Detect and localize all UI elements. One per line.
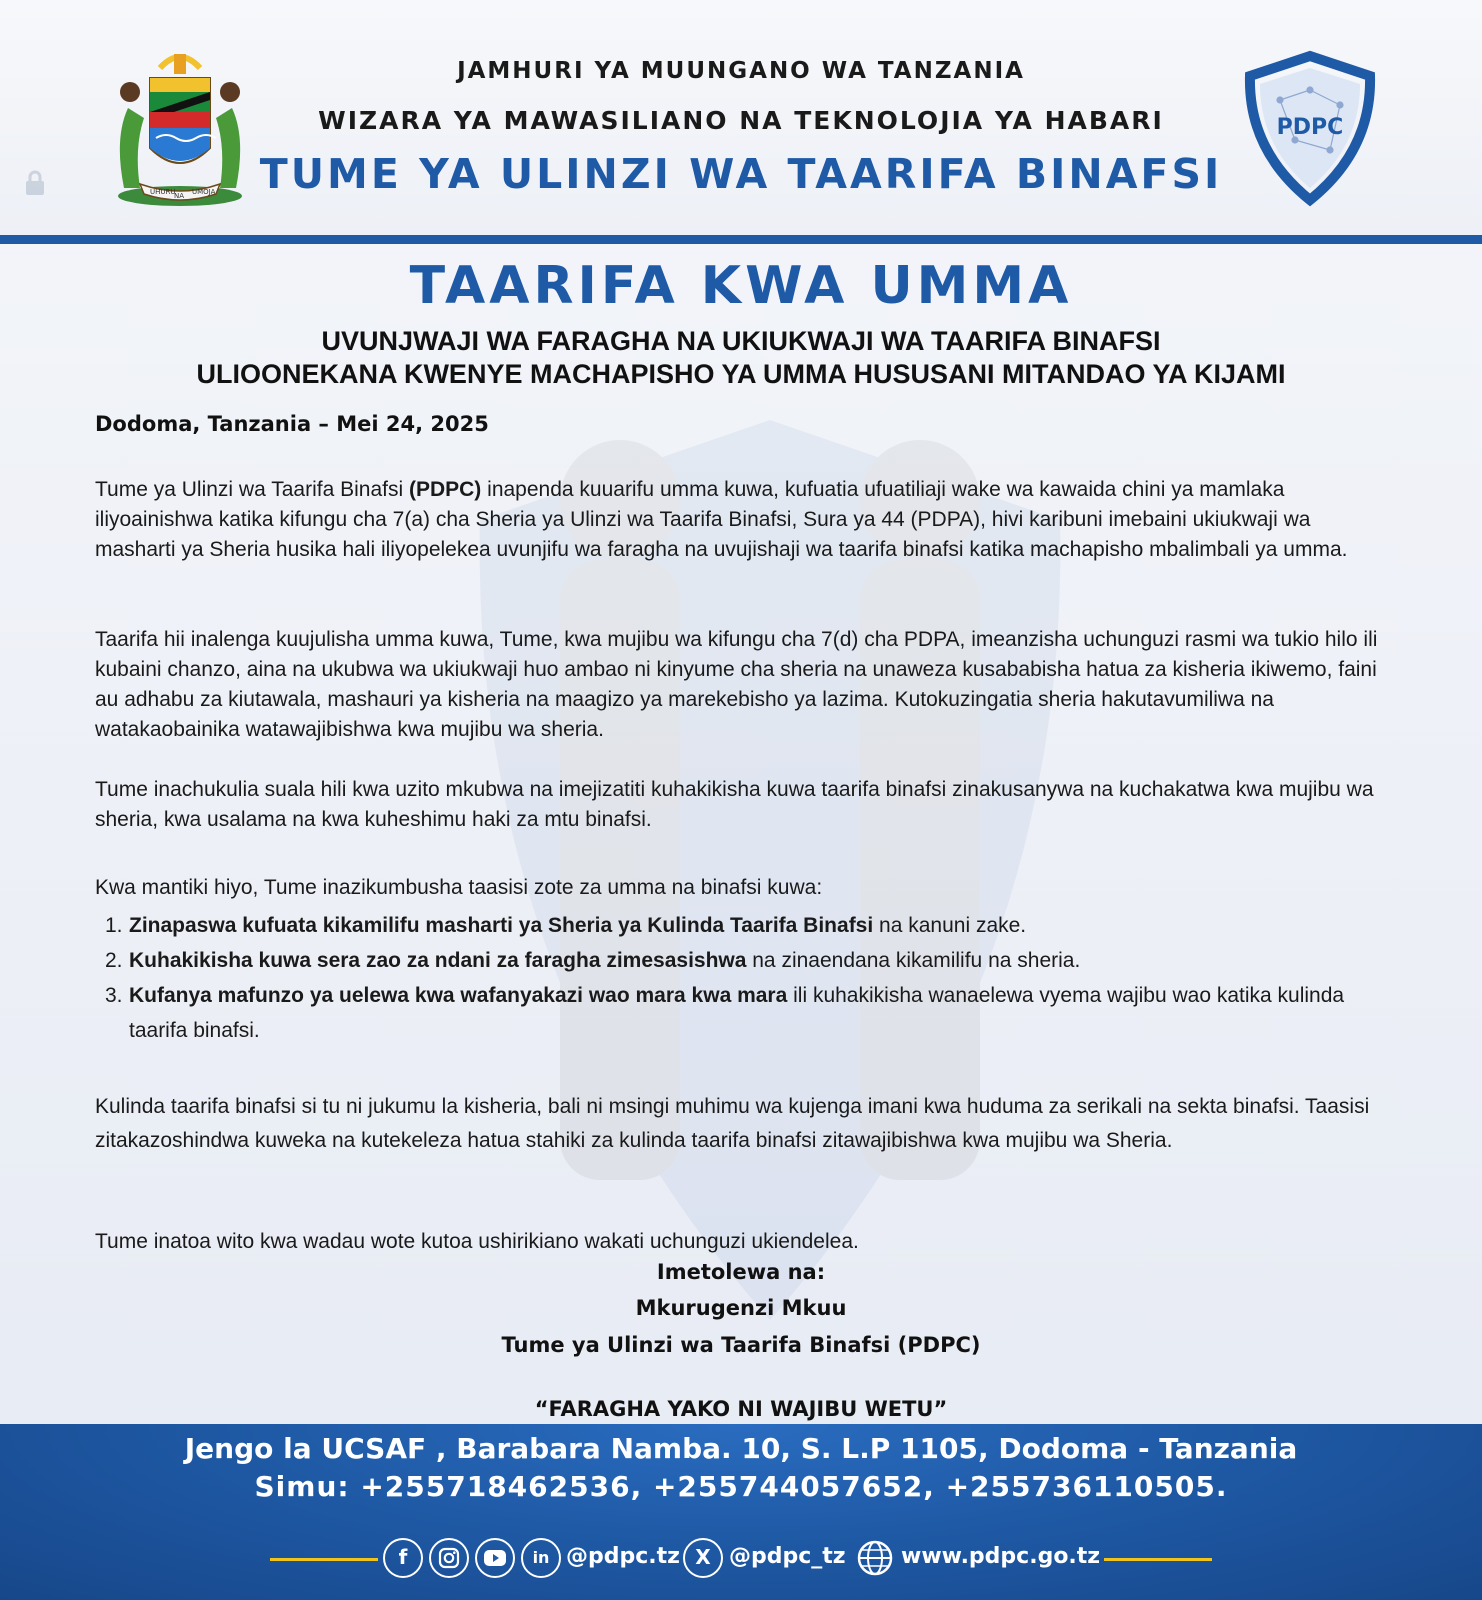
signatory-org: Tume ya Ulinzi wa Taarifa Binafsi (PDPC) bbox=[501, 1333, 981, 1357]
list-item-bold: Zinapaswa kufuata kikamilifu masharti ya Sheria ya Kulinda Taarifa Binafsi bbox=[129, 914, 874, 937]
header-ministry: WIZARA YA MAWASILIANO NA TEKNOLOJIA YA HABARI bbox=[318, 106, 1164, 135]
footer bbox=[0, 1424, 1482, 1600]
notice-subtitle-line1: UVUNJWAJI WA FARAGHA NA UKIUKWAJI WA TAARIFA BINAFSI bbox=[321, 326, 1161, 356]
social-bar bbox=[0, 1536, 1482, 1582]
footer-accent-line-right bbox=[1104, 1558, 1212, 1561]
list-item-bold: Kuhakikisha kuwa sera zao za ndani za faragha zimesasishwa bbox=[129, 949, 747, 972]
social-handle-x[interactable]: @pdpc_tz bbox=[729, 1544, 846, 1569]
list-item-number: 2. bbox=[105, 949, 123, 972]
list-item-number: 1. bbox=[105, 914, 123, 937]
issued-by-label: Imetolewa na: bbox=[656, 1260, 826, 1284]
coat-motto-right: UMOJA bbox=[192, 188, 216, 196]
notice-subtitle bbox=[0, 325, 1482, 391]
x-icon[interactable]: X bbox=[683, 1538, 723, 1578]
paragraph-commitment: Tume inachukulia suala hili kwa uzito mkubwa na imejizatiti kuhakikisha kuwa taarifa binafsi zinakusanywa na kuchakatwa kwa mujibu wa sheria, kwa usalama na kwa kuheshimu haki za mtu binafsi. bbox=[95, 778, 1374, 831]
list-item-rest: na zinaendana kikamilifu na sheria. bbox=[746, 949, 1081, 972]
motto: “FARAGHA YAKO NI WAJIBU WETU” bbox=[534, 1397, 948, 1421]
header bbox=[0, 0, 1482, 236]
footer-address: Jengo la UCSAF , Barabara Namba. 10, S. L.P 1105, Dodoma - Tanzania bbox=[184, 1432, 1298, 1465]
header-commission: TUME YA ULINZI WA TAARIFA BINAFSI bbox=[259, 150, 1223, 198]
header-divider bbox=[0, 235, 1482, 244]
list-item-number: 3. bbox=[105, 984, 123, 1007]
youtube-icon[interactable] bbox=[475, 1538, 515, 1578]
list-item-rest: na kanuni zake. bbox=[873, 914, 1027, 937]
instagram-icon[interactable] bbox=[429, 1538, 469, 1578]
notice-title: TAARIFA KWA UMMA bbox=[409, 256, 1073, 316]
facebook-icon[interactable]: f bbox=[383, 1538, 423, 1578]
coat-motto-mid: NA bbox=[174, 192, 185, 200]
paragraph-importance: Kulinda taarifa binafsi si tu ni jukumu la kisheria, bali ni msingi muhimu wa kujenga imani kwa huduma za serikali na sekta binafsi. Taasisi zitakazoshindwa kuweka na kutekeleza hatua stahiki za kulinda taarifa binafsi zitawajibishwa kwa mujibu wa Sheria. bbox=[95, 1095, 1370, 1152]
obligations-list bbox=[105, 908, 1385, 1048]
notice-subtitle-line2: ULIOONEKANA KWENYE MACHAPISHO YA UMMA HUSUSANI MITANDAO YA KIJAMI bbox=[196, 359, 1286, 389]
coat-motto-left: UHURU bbox=[150, 188, 176, 196]
paragraph-intro-rest: inapenda kuuarifu umma kuwa, kufuatia ufuatiliaji wake wa kawaida chini ya mamlaka iliyoainishwa katika kifungu cha 7(a) cha Sheria ya Ulinzi wa Taarifa Binafsi, Sura ya 44 (PDPA), hivi karibuni imebaini ukiukwaji wa masharti ya Sheria husika hali iliyopelekea uvunjifu wa faragha na uvujishaji wa taarifa binafsi katika machapisho mbalimbali ya umma. bbox=[95, 478, 1348, 561]
pdpc-logo-text: PDPC bbox=[1276, 115, 1344, 140]
signatory-title: Mkurugenzi Mkuu bbox=[635, 1296, 847, 1320]
list-item-bold: Kufanya mafunzo ya uelewa kwa wafanyakazi wao mara kwa mara bbox=[129, 984, 788, 1007]
paragraph-investigation: Taarifa hii inalenga kuujulisha umma kuwa, Tume, kwa mujibu wa kifungu cha 7(d) cha PDPA, imeanzisha uchunguzi rasmi wa tukio hilo ili kubaini chanzo, aina na ukubwa wa ukiukwaji huo ambao ni kinyume cha sheria na unaweza kusababisha hatua za kisheria ikiwemo, faini au adhabu za kiutawala, mashauri ya kisheria na maagizo ya marekebisho ya lazima. Kutokuzingatia sheria hakutavumiliwa na watakaobainika watawajibishwa kwa mujibu wa sheria. bbox=[95, 628, 1378, 741]
footer-phones: Simu: +255718462536, +255744057652, +255736110505. bbox=[254, 1470, 1228, 1503]
paragraph-intro bbox=[95, 475, 1385, 565]
paragraph-intro-bold: (PDPC) bbox=[408, 478, 482, 501]
paragraph-call: Tume inatoa wito kwa wadau wote kutoa ushirikiano wakati uchunguzi ukiendelea. bbox=[95, 1230, 859, 1253]
list-item bbox=[105, 908, 1385, 943]
paragraph-intro-start: Tume ya Ulinzi wa Taarifa Binafsi bbox=[95, 478, 409, 501]
header-republic: JAMHURI YA MUUNGANO WA TANZANIA bbox=[457, 58, 1025, 84]
social-handle-primary[interactable]: @pdpc.tz bbox=[566, 1544, 680, 1569]
paragraph-reminder: Kwa mantiki hiyo, Tume inazikumbusha taasisi zote za umma na binafsi kuwa: bbox=[95, 876, 823, 899]
dateline: Dodoma, Tanzania – Mei 24, 2025 bbox=[95, 412, 489, 436]
list-item bbox=[105, 978, 1385, 1048]
linkedin-icon[interactable]: in bbox=[521, 1538, 561, 1578]
pdpc-shield-logo bbox=[1240, 50, 1380, 210]
list-item bbox=[105, 943, 1385, 978]
globe-icon[interactable] bbox=[855, 1538, 895, 1578]
footer-accent-line-left bbox=[270, 1558, 378, 1561]
list-item-rest: ili kuhakikisha wanaelewa vyema wajibu wao katika kulinda taarifa binafsi. bbox=[129, 984, 1345, 1042]
website-link[interactable]: www.pdpc.go.tz bbox=[901, 1544, 1101, 1569]
